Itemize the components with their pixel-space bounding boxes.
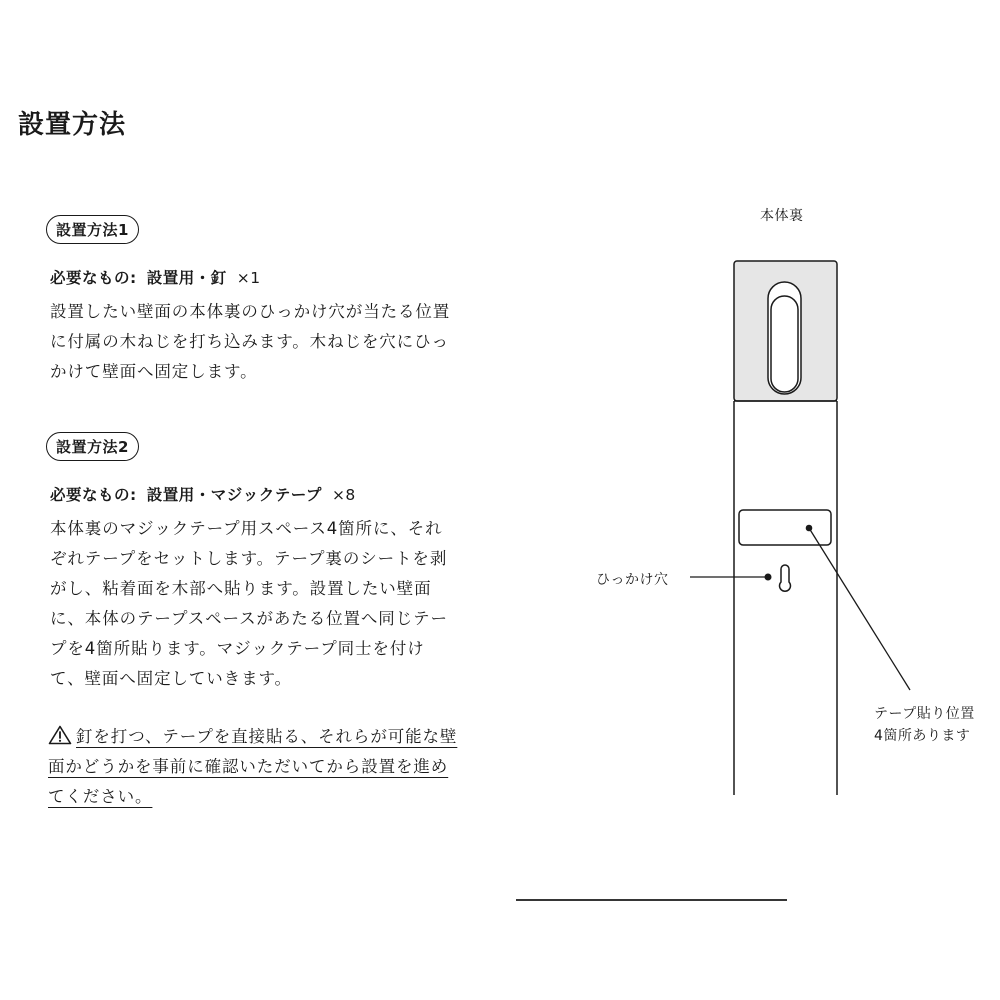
hanging-slot-inner (771, 296, 798, 392)
back-side-label: 本体裏 (760, 208, 804, 224)
requirements-item: 設置用・釘 (146, 269, 227, 287)
warning-text: 釘を打つ、テープを直接貼る、それらが可能な壁面かどうかを事前に確認いただいてから設置を進めてください。 (48, 727, 458, 806)
requirements-item: 設置用・マジックテープ (146, 486, 322, 504)
method-1-requirements (50, 266, 466, 288)
method-1-description: 設置したい壁面の本体裏のひっかけ穴が当たる位置に付属の木ねじを打ち込みます。木ねじを穴にひっかけて壁面へ固定します。 (50, 302, 451, 381)
hook-hole-label: ひっかけ穴 (596, 572, 669, 588)
tape-leader (809, 528, 910, 690)
hanging-slot-outer (768, 282, 801, 394)
method-2-description: 本体裏のマジックテープ用スペース4箇所に、それぞれテープをセットします。テープ裏のシートを剥がし、粘着面を木部へ貼ります。設置したい壁面に、本体のテープスペースがあたる位置へ同じテープを4箇所貼ります。マジックテープ同士を付けて、壁面へ固定していきます。 (50, 519, 448, 688)
requirements-quantity: ×8 (331, 486, 356, 504)
hook-hole (780, 565, 791, 591)
page-title: 設置方法 (18, 110, 127, 140)
method-2-requirements (50, 483, 466, 505)
requirements-label: 必要なもの: (50, 269, 137, 287)
tape-position-label-line1: テープ貼り位置 (874, 706, 975, 722)
requirements-label: 必要なもの: (50, 486, 137, 504)
tape-area (739, 510, 831, 545)
method-1-badge: 設置方法1 (46, 215, 139, 244)
warning-triangle-icon (48, 725, 72, 745)
method-2-badge: 設置方法2 (46, 432, 139, 461)
method-2-section (46, 432, 466, 694)
warning-note (48, 722, 460, 812)
tape-position-label (874, 703, 975, 747)
requirements-quantity: ×1 (236, 269, 261, 287)
method-1-section (46, 215, 466, 387)
top-cap (734, 261, 837, 401)
tape-position-label-line2: 4箇所あります (874, 728, 971, 744)
hook-hole-leader-dot (765, 574, 772, 581)
tape-area-marker (806, 525, 813, 532)
